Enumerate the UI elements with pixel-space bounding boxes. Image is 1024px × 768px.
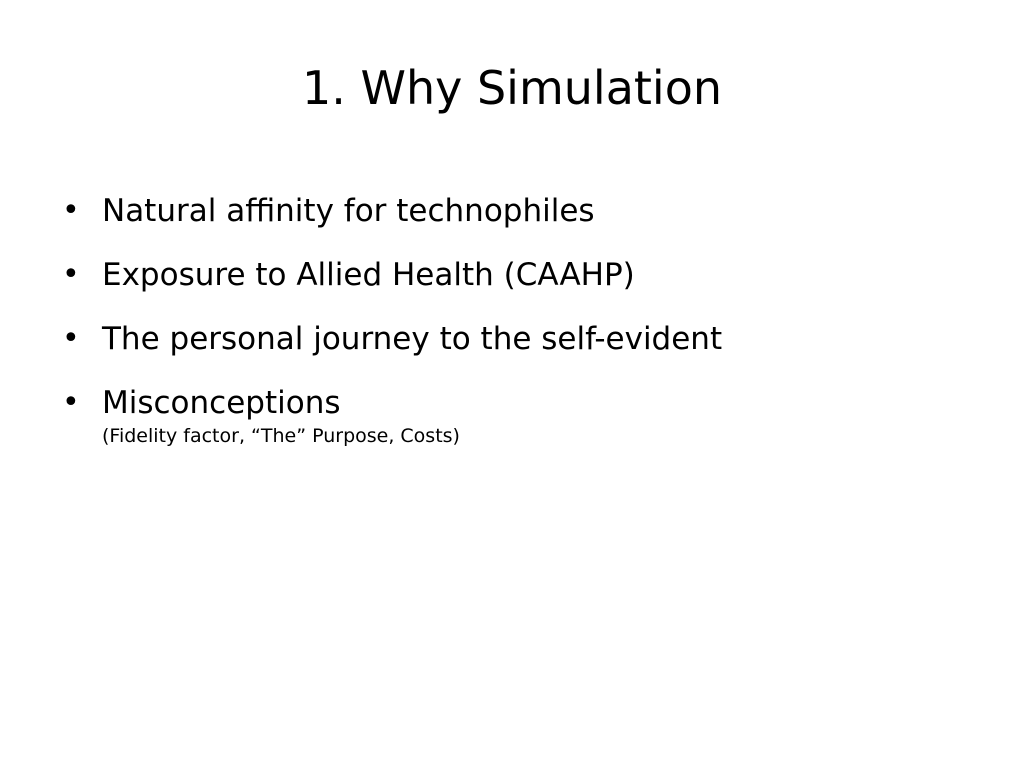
- bullet-text: Exposure to Allied Health (CAAHP): [102, 257, 635, 293]
- bullet-text: The personal journey to the self-evident: [102, 321, 723, 357]
- list-item: [60, 252, 990, 298]
- bullet-list: [60, 188, 990, 466]
- list-item: [60, 316, 990, 362]
- bullet-subtext: (Fidelity factor, “The” Purpose, Costs): [102, 425, 460, 447]
- bullet-icon: •: [62, 321, 80, 356]
- list-item: [60, 380, 990, 448]
- bullet-text: Misconceptions: [102, 385, 341, 421]
- bullet-icon: •: [62, 385, 80, 420]
- bullet-icon: •: [62, 257, 80, 292]
- slide-title: 1. Why Simulation: [301, 61, 723, 115]
- bullet-icon: •: [62, 193, 80, 228]
- list-item: [60, 188, 990, 234]
- bullet-text: Natural affinity for technophiles: [102, 193, 595, 229]
